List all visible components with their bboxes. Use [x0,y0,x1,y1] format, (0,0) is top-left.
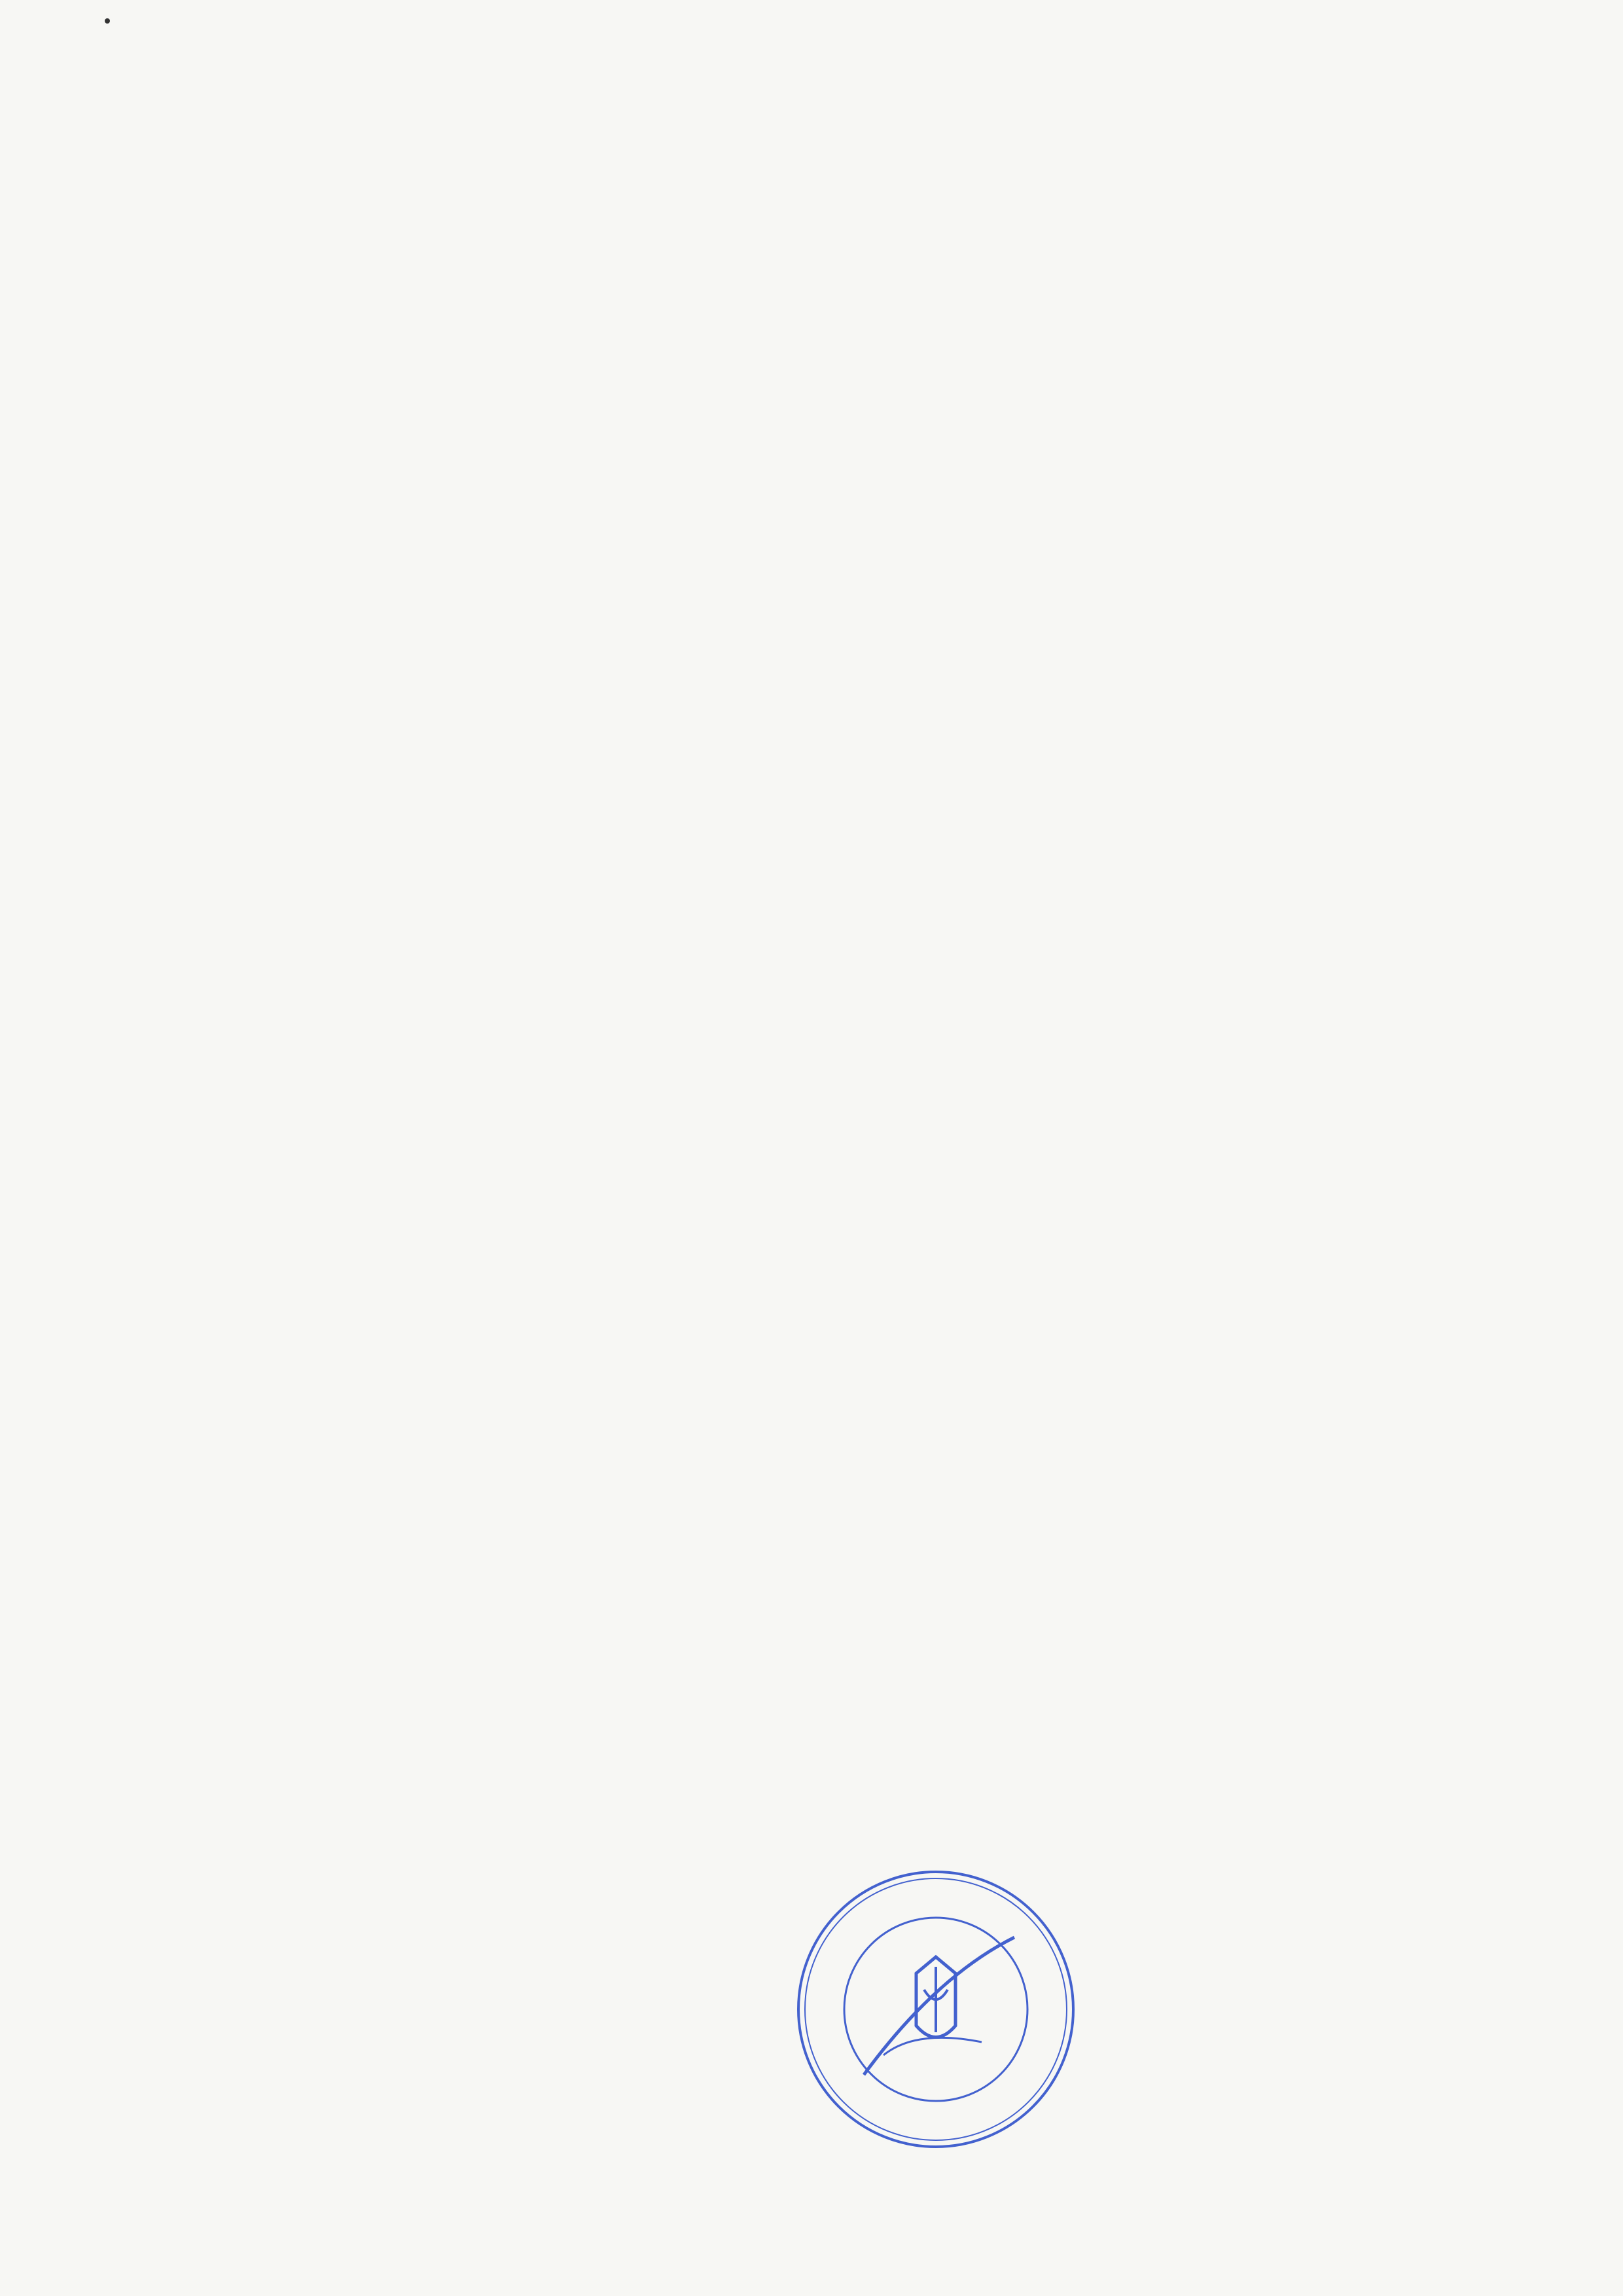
scan-speck [105,18,110,24]
document-barcode [995,2204,1518,2238]
court-seal [785,1859,1086,2160]
document-body [116,60,1531,63]
